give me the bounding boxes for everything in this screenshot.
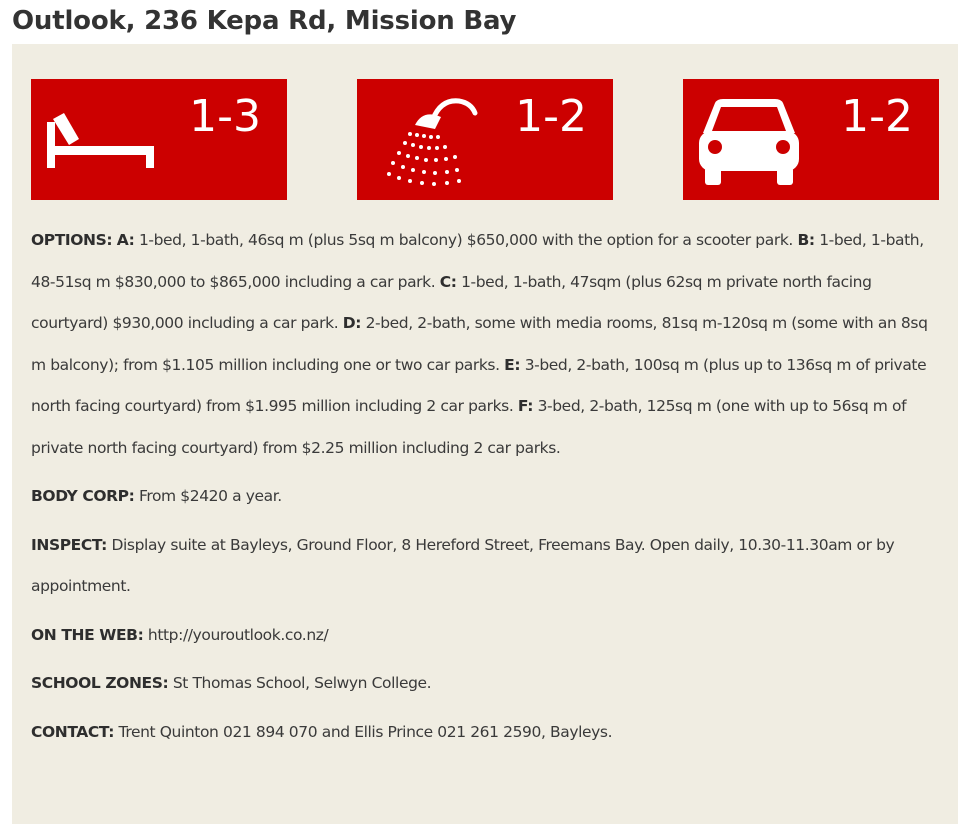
option-text: 3-bed, 2-bath, 100sq m (plus up to 136sq m of private north facing courtyard) from $1.995 million including 2 car parks.: [31, 355, 927, 415]
option-key: E:: [504, 355, 521, 374]
school-zones-label: SCHOOL ZONES:: [31, 674, 169, 692]
bathrooms-count: 1-2: [515, 91, 587, 142]
parking-count: 1-2: [841, 91, 913, 142]
contact-label: CONTACT:: [31, 722, 114, 741]
listing-details: [31, 220, 931, 753]
inspect-text: Display suite at Bayleys, Ground Floor, 8 Hereford Street, Freemans Bay. Open daily, 10.30-11.30am or by appointment.: [31, 535, 895, 595]
school-zones-section: [31, 663, 931, 705]
parking-stat: [683, 79, 939, 200]
inspect-section: [31, 525, 931, 608]
listing-title: Outlook, 236 Kepa Rd, Mission Bay: [12, 6, 517, 36]
option-key: B:: [797, 231, 815, 249]
school-zones-text: St Thomas School, Selwyn College.: [172, 674, 432, 692]
web-label: ON THE WEB:: [31, 625, 144, 644]
web-link[interactable]: http://youroutlook.co.nz/: [147, 625, 329, 644]
bedrooms-stat: [31, 79, 287, 200]
option-key: C:: [439, 272, 457, 291]
contact-text: Trent Quinton 021 894 070 and Ellis Prince 021 261 2590, Bayleys.: [118, 722, 613, 741]
body-corp-section: [31, 476, 931, 518]
option-key: A:: [116, 231, 135, 249]
body-corp-text: From $2420 a year.: [138, 487, 282, 505]
bathrooms-stat: [357, 79, 613, 200]
listing-panel: [12, 44, 958, 824]
option-key: F:: [517, 397, 534, 415]
options-section: [31, 220, 931, 469]
contact-section: [31, 712, 931, 754]
option-text: 1-bed, 1-bath, 47sqm (plus 62sq m private north facing courtyard) $930,000 including a car park.: [31, 272, 872, 332]
option-text: 3-bed, 2-bath, 125sq m (one with up to 56sq m of private north facing courtyard) from $2.25 million including 2 car parks.: [31, 397, 907, 457]
inspect-label: INSPECT:: [31, 535, 107, 554]
web-section: [31, 615, 931, 657]
option-text: 1-bed, 1-bath, 46sq m (plus 5sq m balcony) $650,000 with the option for a scooter park.: [138, 231, 793, 249]
body-corp-label: BODY CORP:: [31, 487, 135, 505]
option-text: 1-bed, 1-bath, 48-51sq m $830,000 to $865,000 including a car park.: [31, 231, 924, 291]
options-label: OPTIONS:: [31, 231, 113, 249]
bedrooms-count: 1-3: [189, 91, 261, 142]
option-key: D:: [342, 314, 362, 332]
option-text: 2-bed, 2-bath, some with media rooms, 81sq m-120sq m (some with an 8sq m balcony); from $1.105 million including one or two car parks.: [31, 314, 928, 374]
